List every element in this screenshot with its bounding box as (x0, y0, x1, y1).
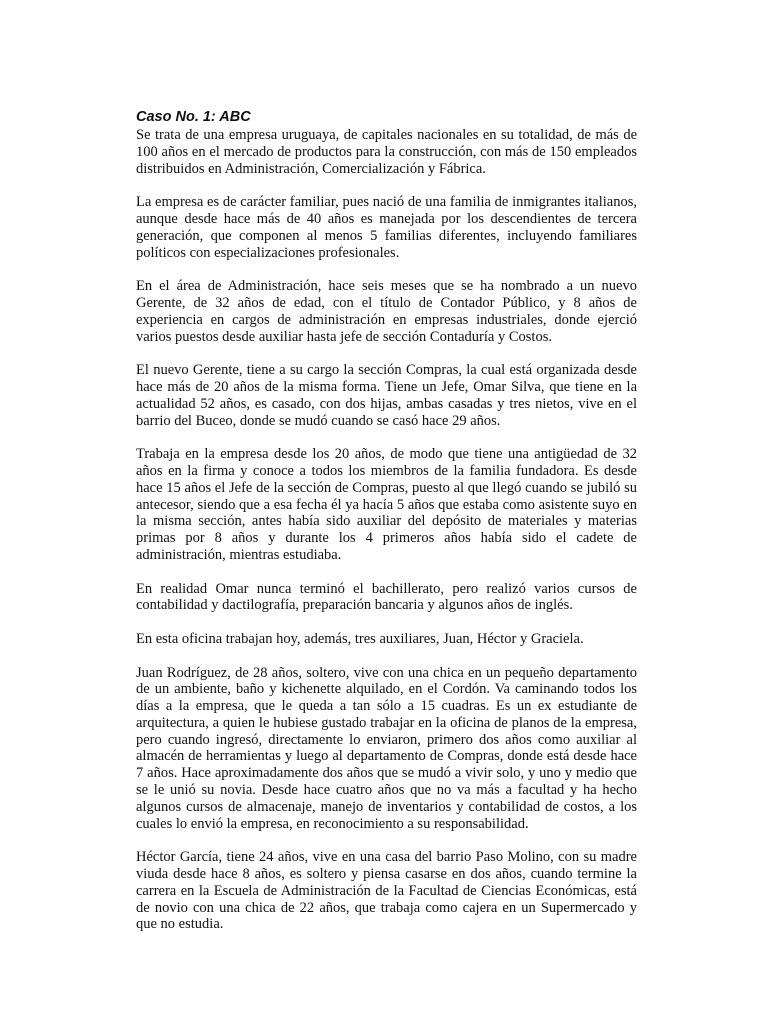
paragraph-new-manager: En el área de Administración, hace seis meses que se ha nombrado a un nuevo Gerente, de 32 años de edad, con el título de Contador Público, y 8 años de experiencia en cargos de administración en empresas industriales, donde ejerció varios puestos desde auxiliar hasta jefe de sección Contaduría y Costos. (136, 278, 637, 345)
paragraph-purchasing-section: El nuevo Gerente, tiene a su cargo la sección Compras, la cual está organizada desde hace más de 20 años de la misma forma. Tiene un Jefe, Omar Silva, que tiene en la actualidad 52 años, es casado, con dos hijas, ambas casadas y tres nietos, vive en el barrio del Buceo, donde se mudó cuando se casó hace 29 años. (136, 362, 637, 429)
document-page (136, 108, 637, 933)
paragraph-omar-career: Trabaja en la empresa desde los 20 años, de modo que tiene una antigüedad de 32 años en la firma y conoce a todos los miembros de la familia fundadora. Es desde hace 15 años el Jefe de la sección de Compras, puesto al que llegó cuando se jubiló su antecesor, siendo que a esa fecha él ya hacía 5 años que estaba como asistente suyo en la misma sección, antes había sido auxiliar del depósito de materiales y materias primas por 8 años y durante los 4 primeros años había sido el cadete de administración, mientras estudiaba. (136, 446, 637, 563)
paragraph-company: Se trata de una empresa uruguaya, de capitales nacionales en su totalidad, de más de 100 años en el mercado de productos para la construcción, con más de 150 empleados distribuidos en Administración, Comercialización y Fábrica. (136, 127, 637, 177)
paragraph-hector: Héctor García, tiene 24 años, vive en una casa del barrio Paso Molino, con su madre viuda desde hace 8 años, es soltero y piensa casarse en dos años, cuando termine la carrera en la Escuela de Administración de la Facultad de Ciencias Económicas, está de novio con una chica de 22 años, que trabaja como cajera en un Supermercado y que no estudia. (136, 849, 637, 933)
paragraph-office-staff: En esta oficina trabajan hoy, además, tres auxiliares, Juan, Héctor y Graciela. (136, 630, 584, 647)
case-title: Caso No. 1: ABC (136, 109, 251, 125)
paragraph-juan: Juan Rodríguez, de 28 años, soltero, vive con una chica en un pequeño departamento de un ambiente, baño y kichenette alquilado, en el Cordón. Va caminando todos los días a la empresa, que le queda a tan sólo a 15 cuadras. Es un ex estudiante de arquitectura, a quien le hubiese gustado trabajar en la oficina de planos de la empresa, pero cuando ingresó, directamente lo enviaron, primero dos años como auxiliar al almacén de herramientas y luego al departamento de Compras, donde está desde hace 7 años. Hace aproximadamente dos años que se mudó a vivir solo, y uno y medio que se le unió su novia. Desde hace cuatro años que no va más a facultad y ha hecho algunos cursos de almacenaje, manejo de inventarios y contabilidad de costos, a los cuales lo envió la empresa, en reconocimiento a su responsabilidad. (136, 664, 637, 832)
paragraph-family: La empresa es de carácter familiar, pues nació de una familia de inmigrantes italianos, aunque desde hace más de 40 años es manejada por los descendientes de tercera generación, que componen al menos 5 familias diferentes, incluyendo familiares políticos con especializaciones profesionales. (136, 194, 637, 261)
paragraph-omar-education: En realidad Omar nunca terminó el bachillerato, pero realizó varios cursos de contabilidad y dactilografía, preparación bancaria y algunos años de inglés. (136, 580, 637, 614)
